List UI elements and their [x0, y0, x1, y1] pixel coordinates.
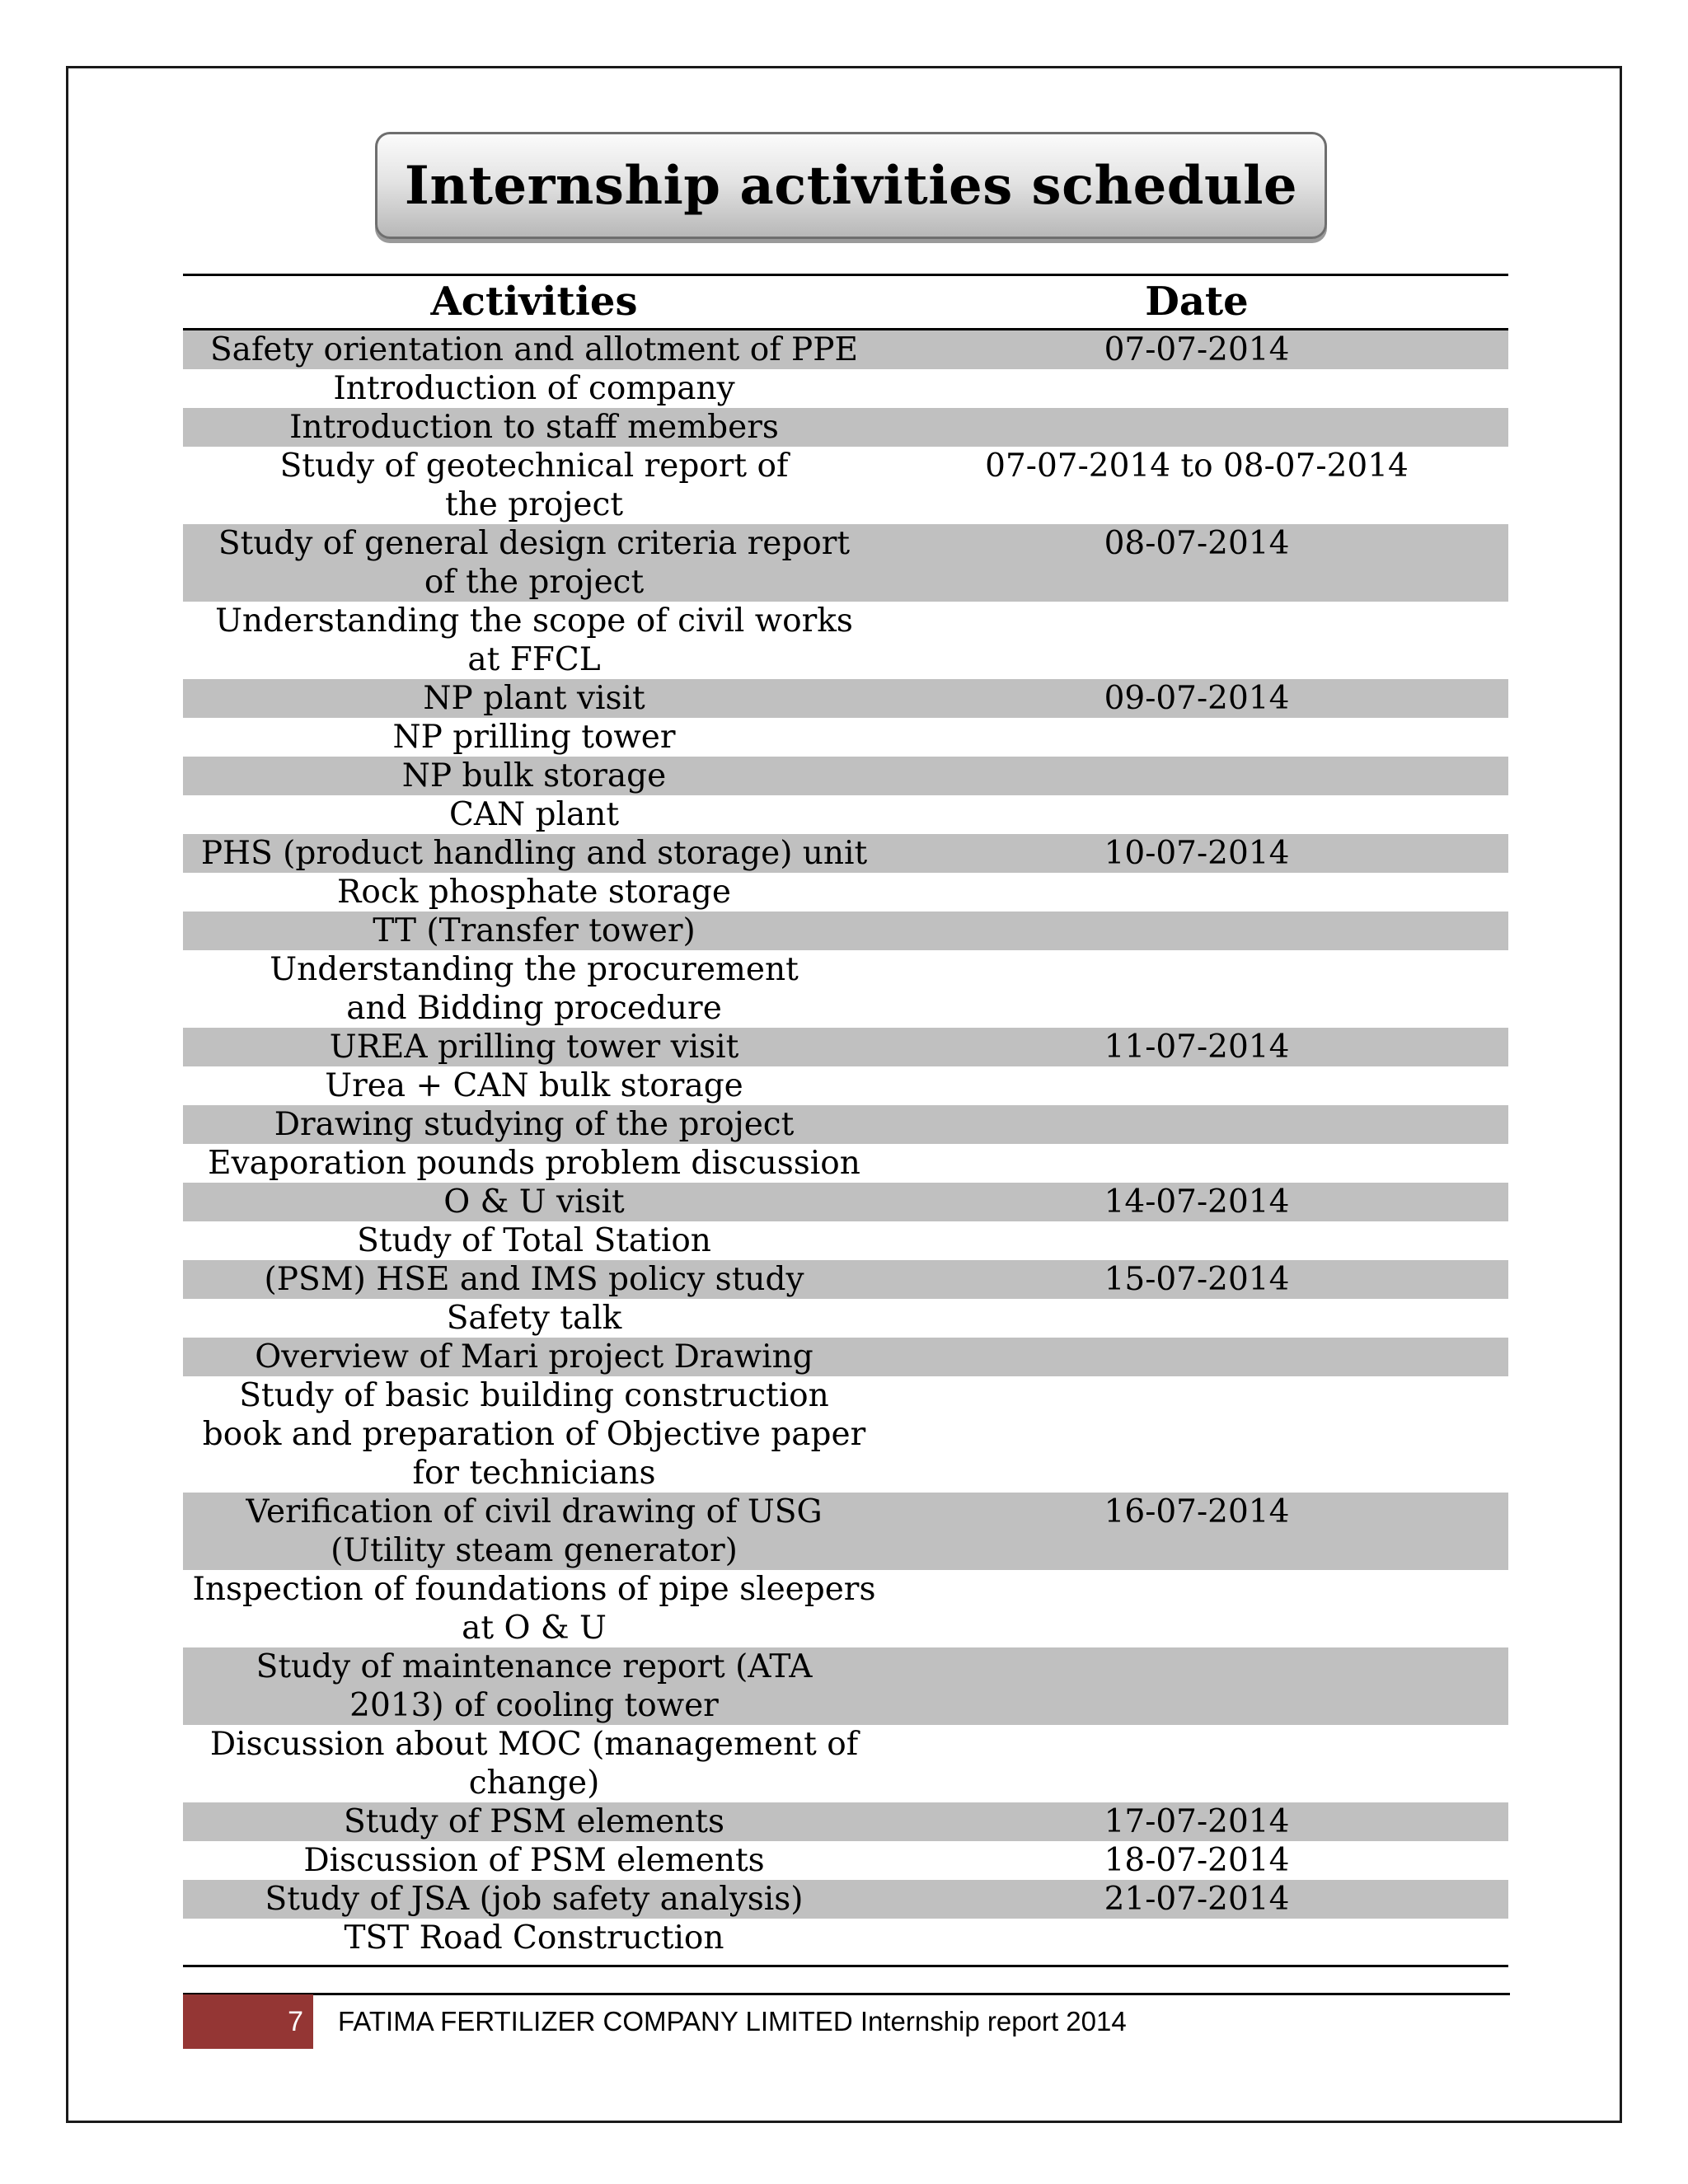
- activity-cell: Safety orientation and allotment of PPE: [209, 331, 859, 368]
- date-cell: [885, 1299, 1508, 1338]
- date-cell: [885, 602, 1508, 679]
- date-cell: [885, 1105, 1508, 1144]
- table-row: [183, 1260, 1508, 1299]
- date-cell: 09-07-2014: [1104, 680, 1290, 717]
- footer-text: FATIMA FERTILIZER COMPANY LIMITED Internship report 2014: [338, 2006, 1127, 2036]
- date-cell: 07-07-2014: [1104, 331, 1290, 368]
- date-cell: [885, 1221, 1508, 1260]
- date-cell: [885, 408, 1508, 447]
- activity-cell: Discussion of PSM elements: [303, 1842, 765, 1879]
- table-header: [183, 279, 1508, 328]
- activity-cell: Evaporation pounds problem discussion: [208, 1145, 860, 1182]
- table-row: [183, 679, 1508, 718]
- activity-cell: Verification of civil drawing of USG (Utility steam generator): [246, 1493, 823, 1569]
- table-row: [183, 834, 1508, 873]
- date-cell: [885, 873, 1508, 912]
- date-cell: [885, 1647, 1508, 1725]
- date-cell: 14-07-2014: [1104, 1183, 1290, 1221]
- activity-cell: TT (Transfer tower): [373, 912, 696, 949]
- activity-cell: Study of JSA (job safety analysis): [265, 1881, 804, 1918]
- activity-cell: Introduction to staff members: [289, 409, 779, 446]
- activity-cell: NP prilling tower: [392, 719, 676, 756]
- header-date: Date: [1145, 279, 1249, 325]
- date-cell: 15-07-2014: [1104, 1261, 1290, 1298]
- date-cell: [885, 1144, 1508, 1183]
- table-row: [183, 1144, 1508, 1183]
- table-row: [183, 1725, 1508, 1802]
- activity-cell: Study of geotechnical report of the project: [279, 448, 789, 523]
- date-cell: 16-07-2014: [1104, 1493, 1290, 1530]
- date-cell: [885, 1376, 1508, 1493]
- activity-cell: O & U visit: [443, 1183, 625, 1221]
- table-row: [183, 1105, 1508, 1144]
- activity-cell: Rock phosphate storage: [337, 874, 731, 911]
- activity-cell: Understanding the scope of civil works at FFCL: [215, 602, 853, 678]
- table-row: [183, 408, 1508, 447]
- date-cell: 07-07-2014 to 08-07-2014: [985, 448, 1409, 485]
- activity-cell: Safety talk: [446, 1300, 622, 1337]
- date-cell: [885, 1919, 1508, 1957]
- table-row: [183, 1880, 1508, 1919]
- page-number: 7: [183, 1994, 313, 2049]
- date-cell: [885, 718, 1508, 757]
- activity-cell: Understanding the procurement and Bidding procedure: [270, 951, 799, 1027]
- table-row: [183, 1841, 1508, 1880]
- date-cell: [885, 369, 1508, 408]
- page-title: Internship activities schedule: [404, 154, 1298, 217]
- activity-cell: Urea + CAN bulk storage: [325, 1067, 743, 1104]
- activity-cell: Study of maintenance report (ATA 2013) of cooling tower: [256, 1648, 813, 1724]
- table-row: [183, 447, 1508, 524]
- table-row: [183, 1338, 1508, 1376]
- activity-cell: Introduction of company: [333, 370, 735, 407]
- date-cell: [885, 1338, 1508, 1376]
- activity-cell: Study of basic building construction book and preparation of Objective paper for technicians: [202, 1377, 866, 1492]
- table-bottom-rule: [183, 1965, 1508, 1967]
- activity-cell: PHS (product handling and storage) unit: [200, 835, 868, 872]
- table-row: [183, 950, 1508, 1028]
- date-cell: 17-07-2014: [1104, 1803, 1290, 1840]
- activity-cell: UREA prilling tower visit: [329, 1029, 739, 1066]
- activity-cell: Discussion about MOC (management of change): [209, 1726, 859, 1802]
- activity-cell: (PSM) HSE and IMS policy study: [264, 1261, 804, 1298]
- table-top-rule: [183, 274, 1508, 276]
- date-cell: [885, 912, 1508, 950]
- date-cell: [885, 757, 1508, 795]
- date-cell: 10-07-2014: [1104, 835, 1290, 872]
- activity-cell: Study of PSM elements: [343, 1803, 724, 1840]
- table-row: [183, 873, 1508, 912]
- table-row: [183, 1919, 1508, 1957]
- table-row: [183, 602, 1508, 679]
- date-cell: [885, 950, 1508, 1028]
- date-cell: 08-07-2014: [1104, 525, 1290, 562]
- activity-cell: NP plant visit: [423, 680, 645, 717]
- table-row: [183, 795, 1508, 834]
- table-row: [183, 1493, 1508, 1570]
- table-row: [183, 1028, 1508, 1066]
- activity-cell: Study of Total Station: [357, 1222, 711, 1259]
- table-row: [183, 1221, 1508, 1260]
- table-row: [183, 1802, 1508, 1841]
- date-cell: [885, 1066, 1508, 1105]
- date-cell: [885, 795, 1508, 834]
- table-row: [183, 912, 1508, 950]
- date-cell: 11-07-2014: [1104, 1029, 1290, 1066]
- date-cell: 21-07-2014: [1104, 1881, 1290, 1918]
- activity-cell: Drawing studying of the project: [274, 1106, 795, 1143]
- activity-cell: CAN plant: [448, 796, 619, 833]
- title-banner: [375, 132, 1327, 239]
- activity-cell: TST Road Construction: [344, 1919, 724, 1957]
- table-row: [183, 1299, 1508, 1338]
- table-row: [183, 330, 1508, 369]
- header-activities: Activities: [430, 279, 638, 325]
- table-row: [183, 524, 1508, 602]
- table-row: [183, 757, 1508, 795]
- table-row: [183, 1066, 1508, 1105]
- activity-cell: Study of general design criteria report of the project: [218, 525, 851, 601]
- date-cell: 18-07-2014: [1104, 1842, 1290, 1879]
- table-row: [183, 1570, 1508, 1647]
- table-row: [183, 1376, 1508, 1493]
- date-cell: [885, 1570, 1508, 1647]
- activity-cell: Overview of Mari project Drawing: [255, 1338, 814, 1376]
- schedule-table: [183, 328, 1508, 1957]
- activity-cell: NP bulk storage: [401, 757, 667, 794]
- table-row: [183, 1183, 1508, 1221]
- date-cell: [885, 1725, 1508, 1802]
- activity-cell: Inspection of foundations of pipe sleepers at O & U: [192, 1571, 876, 1647]
- table-row: [183, 1647, 1508, 1725]
- table-row: [183, 718, 1508, 757]
- table-row: [183, 369, 1508, 408]
